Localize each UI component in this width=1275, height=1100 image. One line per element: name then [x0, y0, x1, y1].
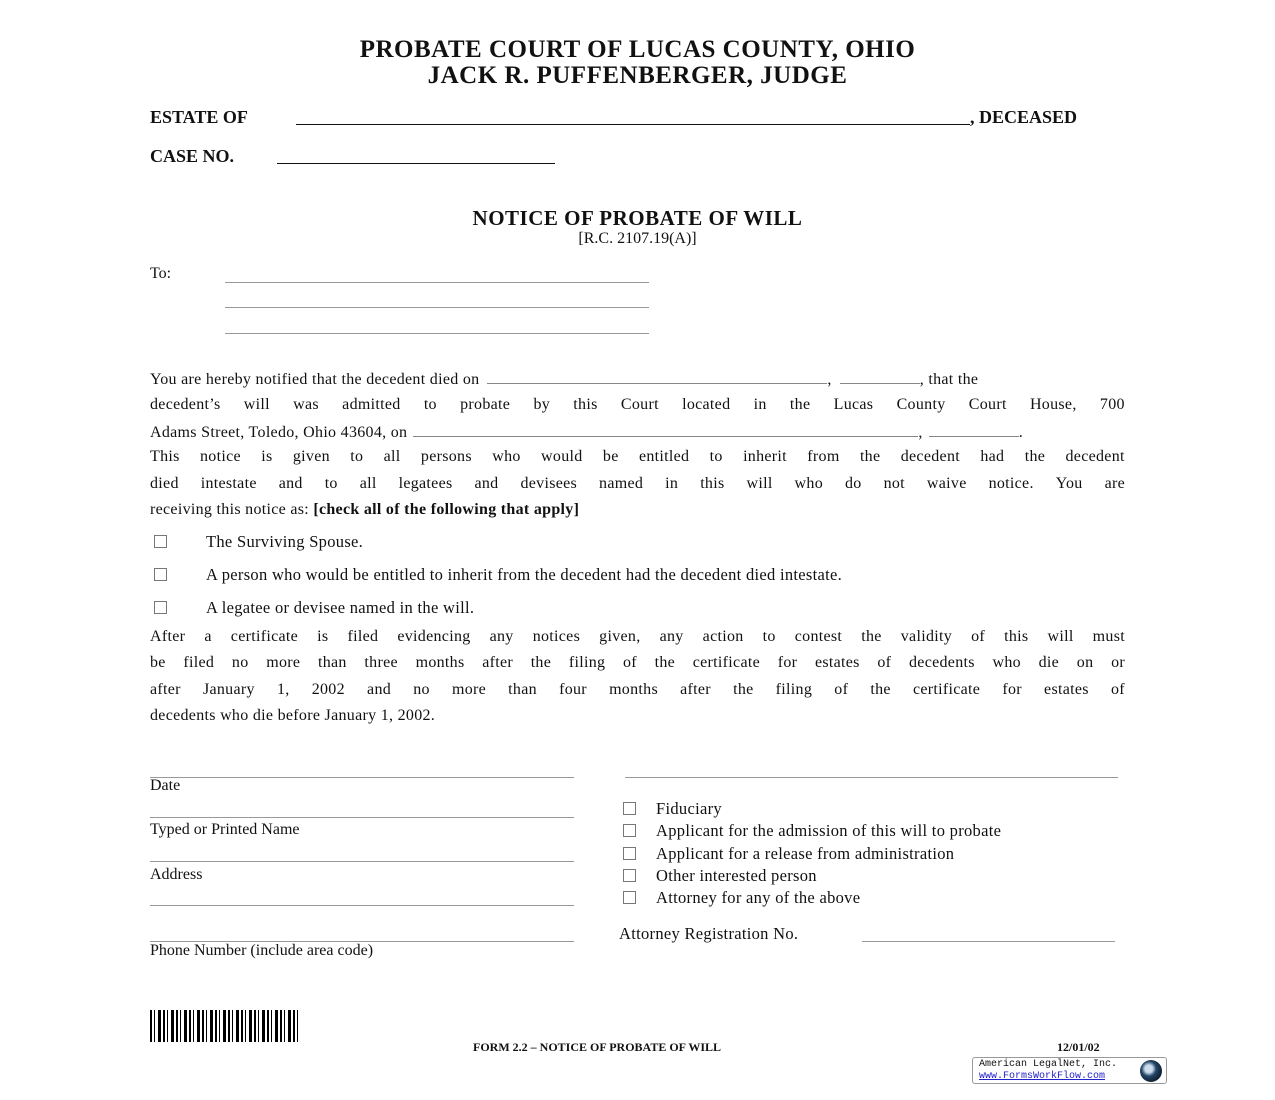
logo-url-link[interactable]: www.FormsWorkFlow.com	[979, 1071, 1106, 1082]
statute-reference: [R.C. 2107.19(A)]	[578, 230, 697, 247]
text: , that the	[919, 371, 979, 388]
word: certificate	[912, 681, 981, 698]
word: would	[541, 448, 583, 465]
word: decedents	[909, 654, 975, 671]
word: the	[861, 628, 882, 645]
name-field[interactable]	[150, 817, 574, 818]
word: given	[292, 448, 330, 465]
address-field-2[interactable]	[150, 905, 574, 906]
word: than	[508, 681, 537, 698]
word: entitled	[638, 448, 690, 465]
word: was	[293, 396, 319, 413]
word: the	[530, 654, 552, 671]
word: House,	[1029, 396, 1077, 413]
logo-company: American LegalNet, Inc.	[979, 1059, 1118, 1070]
word: the	[859, 448, 881, 465]
word: intestate	[200, 475, 257, 492]
admission-date-field[interactable]	[413, 422, 918, 437]
para1-line5	[150, 475, 1125, 493]
role-applicant-release: Applicant for a release from administration	[656, 844, 955, 863]
option-intestate-heir: A person who would be entitled to inherit from the decedent had the decedent died intestate.	[206, 565, 843, 584]
death-year-field[interactable]	[840, 369, 920, 384]
word: on	[1076, 654, 1094, 671]
word: three	[364, 654, 398, 671]
word: any	[489, 628, 514, 645]
word: Lucas	[833, 396, 874, 413]
word: of	[971, 628, 986, 645]
para1-line2	[150, 396, 1125, 414]
word: evidencing	[397, 628, 471, 645]
word: You	[1055, 475, 1083, 492]
word: to	[423, 396, 437, 413]
to-label: To:	[150, 265, 172, 282]
word: located	[682, 396, 731, 413]
word: or	[1111, 654, 1125, 671]
address-field[interactable]	[150, 861, 574, 862]
role-fiduciary: Fiduciary	[656, 799, 722, 818]
word: must	[1092, 628, 1125, 645]
word: decedent	[900, 448, 960, 465]
word: named	[599, 475, 644, 492]
word: months	[415, 654, 465, 671]
word: from	[807, 448, 840, 465]
signature-field[interactable]	[625, 777, 1118, 778]
word: decedent	[1065, 448, 1125, 465]
word: this	[1004, 628, 1029, 645]
word: and	[474, 475, 499, 492]
word: will	[1047, 628, 1074, 645]
word: inherit	[743, 448, 787, 465]
word: of	[1110, 681, 1125, 698]
para1-line1	[150, 369, 1125, 389]
text: ,	[918, 424, 923, 441]
para2-line4	[150, 707, 1125, 725]
word: to	[324, 475, 338, 492]
word: died	[150, 475, 179, 492]
word: not	[883, 475, 905, 492]
word: 1,	[276, 681, 290, 698]
word: more	[266, 654, 301, 671]
word: by	[533, 396, 551, 413]
word: action	[702, 628, 744, 645]
word: more	[451, 681, 487, 698]
word: legatees	[398, 475, 453, 492]
word: filing	[775, 681, 813, 698]
word: and	[278, 475, 303, 492]
word: die	[1038, 654, 1060, 671]
instruction-text: [check all of the following that apply]	[313, 501, 580, 518]
death-date-field[interactable]	[487, 369, 827, 384]
phone-label: Phone Number (include area code)	[150, 942, 374, 959]
word: to	[762, 628, 776, 645]
word: devisees	[520, 475, 578, 492]
word: to	[709, 448, 723, 465]
word: waive	[926, 475, 967, 492]
address-label: Address	[150, 866, 203, 883]
word: estates	[1044, 681, 1089, 698]
word: be	[602, 448, 619, 465]
word: is	[317, 628, 329, 645]
word: County	[896, 396, 946, 413]
word: validity	[900, 628, 953, 645]
to-field-3[interactable]	[225, 333, 649, 334]
court-name: PROBATE COURT OF LUCAS COUNTY, OHIO	[359, 36, 916, 63]
form-number: FORM 2.2 – NOTICE OF PROBATE OF WILL	[473, 1040, 722, 1054]
checkbox-intestate-heir[interactable]	[154, 568, 167, 581]
word: all	[383, 448, 401, 465]
text: ,	[827, 371, 832, 388]
text: You are hereby notified that the decedent died on	[150, 371, 480, 388]
word: who	[992, 654, 1021, 671]
word: Court	[620, 396, 659, 413]
word: Court	[968, 396, 1007, 413]
word: four	[559, 681, 587, 698]
text: .	[1018, 424, 1023, 441]
word: is	[261, 448, 273, 465]
attorney-registration-label: Attorney Registration No.	[619, 924, 799, 943]
word: after	[680, 681, 711, 698]
word: of	[622, 654, 637, 671]
word: probate	[460, 396, 511, 413]
word: notices	[532, 628, 581, 645]
name-label: Typed or Printed Name	[150, 821, 300, 838]
word: admitted	[342, 396, 401, 413]
text: Adams Street, Toledo, Ohio 43604, on	[150, 424, 408, 441]
word: estates	[814, 654, 860, 671]
option-legatee: A legatee or devisee named in the will.	[206, 598, 475, 617]
word: had	[980, 448, 1005, 465]
word: for	[1002, 681, 1022, 698]
word: contest	[794, 628, 843, 645]
word: who	[492, 448, 521, 465]
word: no	[413, 681, 430, 698]
word: a	[204, 628, 212, 645]
date-label: Date	[150, 777, 181, 794]
word: This	[150, 448, 180, 465]
case-no-field[interactable]	[277, 163, 555, 164]
checkbox-other-interested[interactable]	[623, 869, 636, 882]
word: filed	[183, 654, 215, 671]
word: the	[654, 654, 676, 671]
word: than	[317, 654, 347, 671]
checkbox-legatee[interactable]	[154, 601, 167, 614]
word: 700	[1099, 396, 1125, 413]
word: the	[1024, 448, 1046, 465]
para2-line1	[150, 628, 1125, 646]
word: notice	[200, 448, 241, 465]
form-date: 12/01/02	[1057, 1040, 1100, 1054]
attorney-registration-field[interactable]	[862, 941, 1115, 942]
judge-name: JACK R. PUFFENBERGER, JUDGE	[427, 62, 848, 89]
date-field[interactable]	[150, 777, 574, 778]
word: in	[665, 475, 679, 492]
word: this	[573, 396, 598, 413]
word: of	[834, 681, 849, 698]
word: after	[482, 654, 513, 671]
word: will	[243, 396, 270, 413]
word: will	[746, 475, 773, 492]
american-legalnet-logo	[972, 1057, 1167, 1084]
word: after	[150, 681, 181, 698]
word: all	[359, 475, 377, 492]
word: notice.	[988, 475, 1034, 492]
word: given,	[599, 628, 641, 645]
role-attorney: Attorney for any of the above	[656, 888, 861, 907]
word: the	[789, 396, 811, 413]
role-applicant-admission: Applicant for the admission of this will to probate	[656, 821, 1002, 840]
word: for	[777, 654, 798, 671]
word: decedent’s	[150, 396, 221, 413]
estate-name-field[interactable]	[296, 124, 970, 125]
word: certificate	[692, 654, 760, 671]
checkbox-fiduciary[interactable]	[623, 802, 636, 815]
para2-line3	[150, 681, 1125, 699]
globe-icon	[1140, 1060, 1162, 1082]
word: persons	[420, 448, 472, 465]
checkbox-applicant-release[interactable]	[623, 847, 636, 860]
checkbox-applicant-admission[interactable]	[623, 824, 636, 837]
word: who	[794, 475, 824, 492]
word: in	[753, 396, 767, 413]
para2-line2	[150, 654, 1125, 672]
role-other-interested: Other interested person	[656, 866, 817, 885]
admission-year-field[interactable]	[929, 422, 1019, 437]
word: be	[150, 654, 166, 671]
word: no	[231, 654, 249, 671]
word: to	[350, 448, 364, 465]
word: the	[733, 681, 754, 698]
deceased-label: , DECEASED	[970, 107, 1078, 127]
word: this	[700, 475, 725, 492]
text: decedents who die before January 1, 2002.	[150, 707, 436, 724]
word: filed	[347, 628, 379, 645]
form-title: NOTICE OF PROBATE OF WILL	[472, 206, 803, 230]
word: and	[367, 681, 392, 698]
word: January	[202, 681, 255, 698]
word: certificate	[230, 628, 299, 645]
text: receiving this notice as:	[150, 501, 314, 518]
para1-line6	[150, 501, 1125, 519]
to-field-1[interactable]	[225, 282, 649, 283]
word: of	[877, 654, 892, 671]
checkbox-surviving-spouse[interactable]	[154, 535, 167, 548]
barcode	[150, 1010, 300, 1042]
checkbox-attorney[interactable]	[623, 891, 636, 904]
case-no-label: CASE NO.	[150, 146, 235, 166]
word: do	[844, 475, 862, 492]
option-surviving-spouse: The Surviving Spouse.	[206, 532, 364, 551]
para1-line4	[150, 448, 1125, 466]
para1-line3	[150, 422, 1125, 442]
word: 2002	[311, 681, 345, 698]
word: After	[150, 628, 186, 645]
to-field-2[interactable]	[225, 307, 649, 308]
word: months	[609, 681, 658, 698]
word: are	[1104, 475, 1125, 492]
estate-of-label: ESTATE OF	[150, 107, 248, 127]
word: any	[659, 628, 684, 645]
word: the	[870, 681, 891, 698]
word: filing	[568, 654, 606, 671]
